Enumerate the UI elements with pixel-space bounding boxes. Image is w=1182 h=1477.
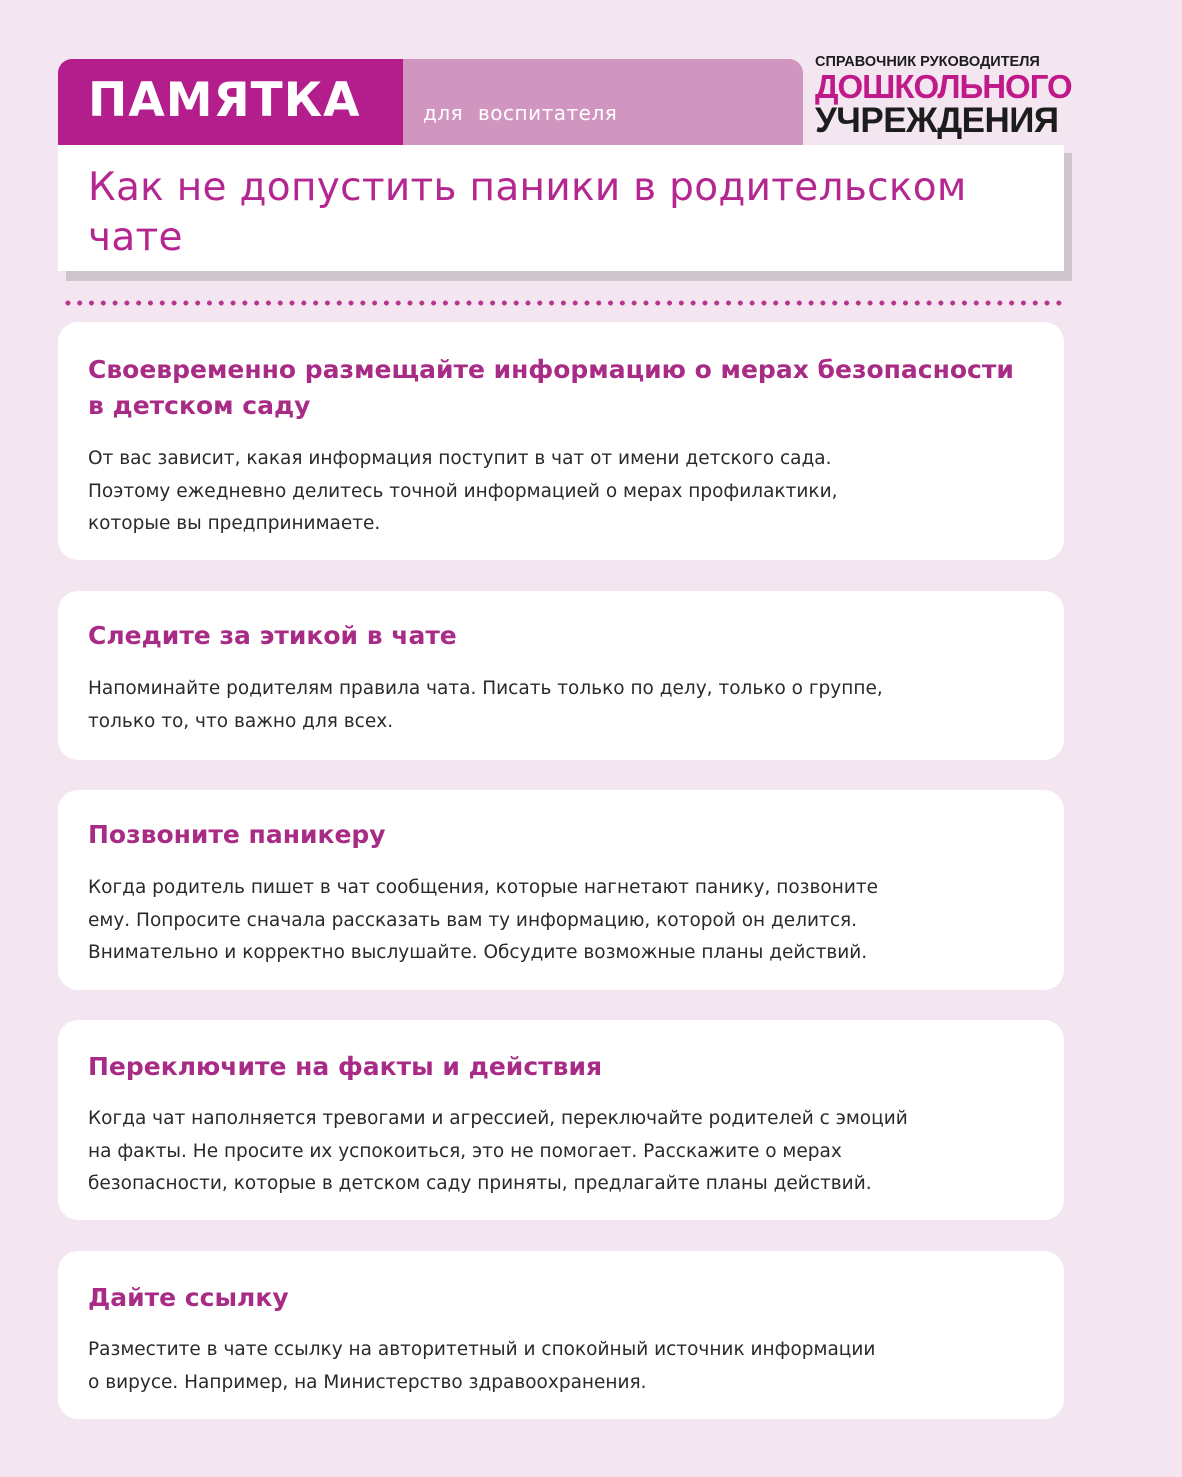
title-box [58, 145, 1064, 271]
tip-card-5 [58, 1251, 1064, 1419]
tip-card-text: Разместите в чате ссылку на авторитетный и спокойный источник информации о вирусе. Например, на Министерство здравоохранения. [88, 1339, 876, 1393]
tip-card-2 [58, 591, 1064, 760]
tip-card-title: Переключите на факты и действия [88, 1052, 603, 1081]
tip-card-text: Напоминайте родителям правила чата. Писать только по делу, только о группе, только то, что важно для всех. [88, 678, 883, 732]
publication-logo [815, 54, 1075, 142]
header-label: ПАМЯТКА [88, 73, 361, 128]
tip-card-title: Следите за этикой в чате [88, 621, 457, 650]
tip-card-text: От вас зависит, какая информация поступит в чат от имени детского сада. Поэтому ежедневно делитесь точной информацией о мерах профилактики, которые вы предпринимаете. [88, 448, 838, 534]
page-title: Как не допустить паники в родительском чате [88, 165, 967, 260]
logo-line-2: ДОШКОЛЬНОГО [815, 68, 1072, 105]
tip-card-title: Позвоните паникеру [88, 820, 386, 849]
tip-card-3 [58, 790, 1064, 990]
tip-card-text: Когда родитель пишет в чат сообщения, которые нагнетают панику, позвоните ему. Попросите сначала рассказать вам ту информацию, которой он делится. Внимательно и корректно выслушайте. Обсудите возможные планы действий. [88, 877, 879, 963]
tip-card-4 [58, 1020, 1064, 1220]
tip-card-text: Когда чат наполняется тревогами и агрессией, переключайте родителей с эмоций на факты. Не просите их успокоиться, это не помогает. Расскажите о мерах безопасности, которые в детском саду приняты, предлагайте планы действий. [88, 1108, 908, 1194]
header-label-tab [58, 59, 403, 145]
header-audience: для воспитателя [423, 101, 618, 125]
tip-card-title: Дайте ссылку [88, 1283, 289, 1312]
dotted-divider [62, 300, 1066, 306]
logo-line-3: УЧРЕЖДЕНИЯ [815, 101, 1059, 140]
tip-card-title: Своевременно размещайте информацию о мерах безопасности в детском саду [88, 355, 1014, 420]
logo-line-1: СПРАВОЧНИК РУКОВОДИТЕЛЯ [815, 54, 1040, 70]
header-audience-band [403, 59, 803, 145]
tip-card-1 [58, 322, 1064, 560]
